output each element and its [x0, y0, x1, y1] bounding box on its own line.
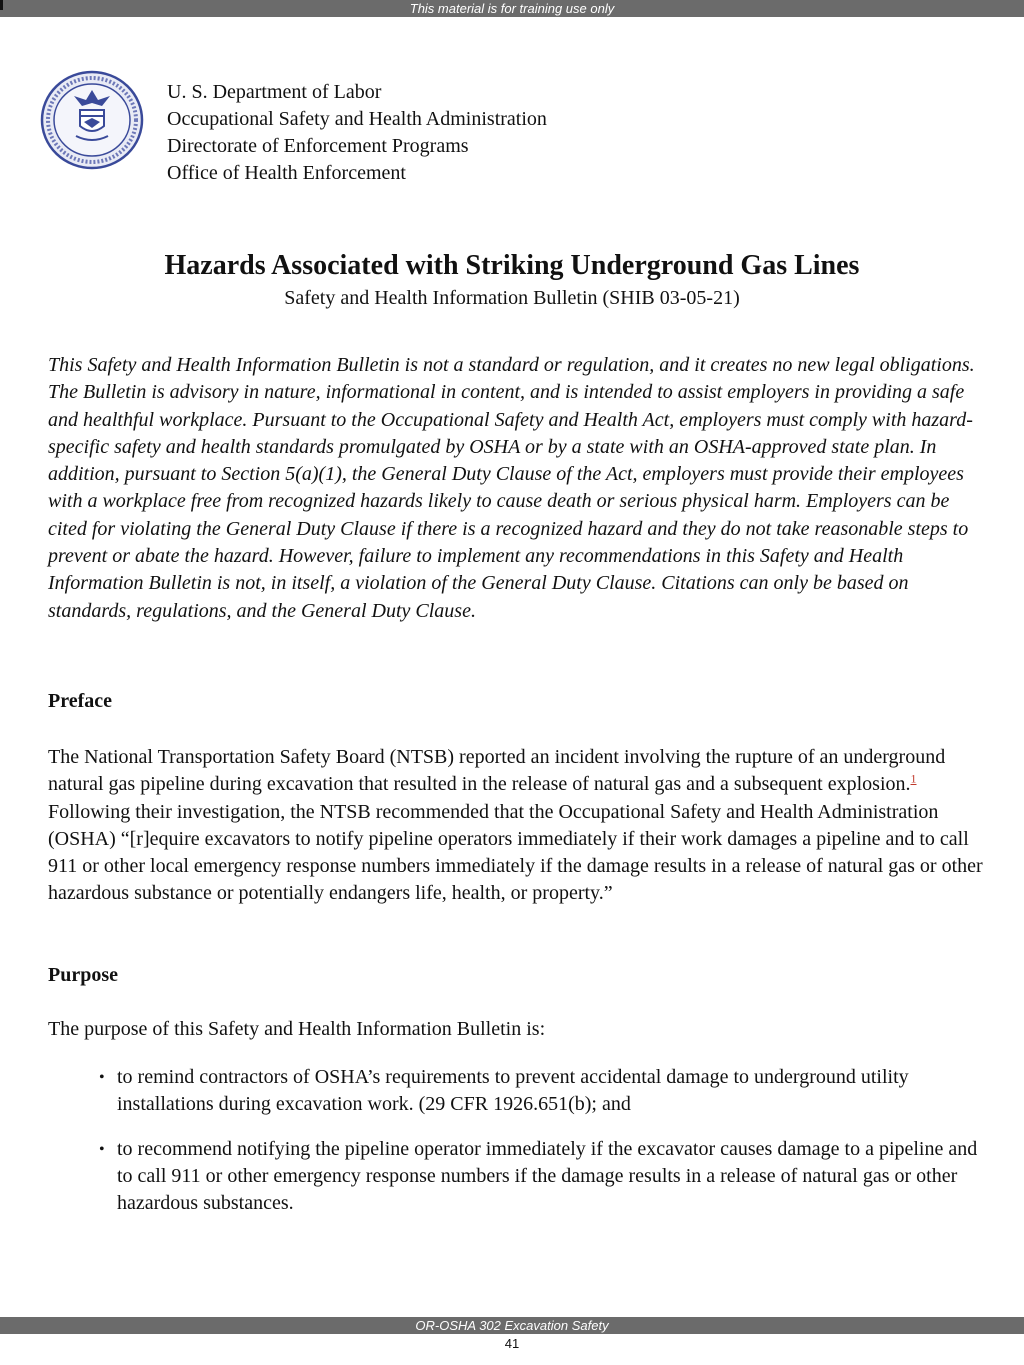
- preface-text: The National Transportation Safety Board (NTSB) reported an incident involving the rupture of an underground natural gas pipeline during excavation that resulted in the release of natural gas and a subsequent explosion.: [48, 746, 946, 796]
- preface-heading: Preface: [48, 690, 113, 712]
- list-item: [97, 1136, 989, 1218]
- purpose-heading: Purpose: [48, 964, 118, 986]
- preface-paragraph: [48, 744, 993, 908]
- top-banner-text: This material is for training use only: [409, 1, 615, 16]
- purpose-list: [97, 1064, 989, 1234]
- document-subtitle: Safety and Health Information Bulletin (SHIB 03-05-21): [284, 287, 740, 309]
- disclaimer-paragraph: This Safety and Health Information Bulletin is not a standard or regulation, and it creates no new legal obligations. The Bulletin is advisory in nature, informational in content, and is intended to assist employers in providing a safe and healthful workplace. Pursuant to the Occupational Safety and Health Act, employers must comply with hazard-specific safety and health standards promulgated by OSHA or by a state with an OSHA-approved state plan. In addition, pursuant to Section 5(a)(1), the General Duty Clause of the Act, employers must provide their employees with a workplace free from recognized hazards likely to cause death or serious physical harm. Employers can be cited for violating the General Duty Clause if there is a recognized hazard and they do not take reasonable steps to prevent or abate the hazard. However, failure to implement any recommendations in this Safety and Health Information Bulletin is not, in itself, a violation of the General Duty Clause. Citations can only be based on standards, regulations, and the General Duty Clause.: [48, 354, 975, 622]
- bullet-icon: •: [99, 1140, 105, 1158]
- footnote-link[interactable]: 1: [910, 771, 917, 786]
- letterhead-line: U. S. Department of Labor: [167, 81, 382, 103]
- purpose-intro: The purpose of this Safety and Health Information Bulletin is:: [48, 1018, 546, 1040]
- preface-text-continued: Following their investigation, the NTSB recommended that the Occupational Safety and Health Administration (OSHA) “[r]equire excavators to notify pipeline operators immediately if their work damages a pipeline and to call 911 or other local emergency response numbers immediately if the damage results in a release of natural gas or other hazardous substance or potentially endangers life, health, or property.”: [48, 800, 983, 905]
- bottom-banner-text: OR-OSHA 302 Excavation Safety: [415, 1318, 609, 1333]
- letterhead-line: Directorate of Enforcement Programs: [167, 135, 469, 157]
- list-item-text: to recommend notifying the pipeline operator immediately if the excavator causes damage to a pipeline and to call 911 or other emergency response numbers if the damage results in a release of natural gas or other hazardous substances.: [117, 1137, 978, 1215]
- letterhead: [167, 79, 547, 187]
- department-of-labor-seal-icon: [40, 70, 144, 170]
- document-title: Hazards Associated with Striking Underground Gas Lines: [164, 250, 860, 281]
- letterhead-line: Occupational Safety and Health Administration: [167, 108, 547, 130]
- bullet-icon: •: [99, 1069, 105, 1086]
- list-item-text: to remind contractors of OSHA’s requirements to prevent accidental damage to underground utility installations during excavation work. (29 CFR 1926.651(b); and: [117, 1066, 909, 1116]
- letterhead-line: Office of Health Enforcement: [167, 162, 406, 184]
- page-number: 41: [504, 1336, 520, 1351]
- list-item: [97, 1064, 989, 1119]
